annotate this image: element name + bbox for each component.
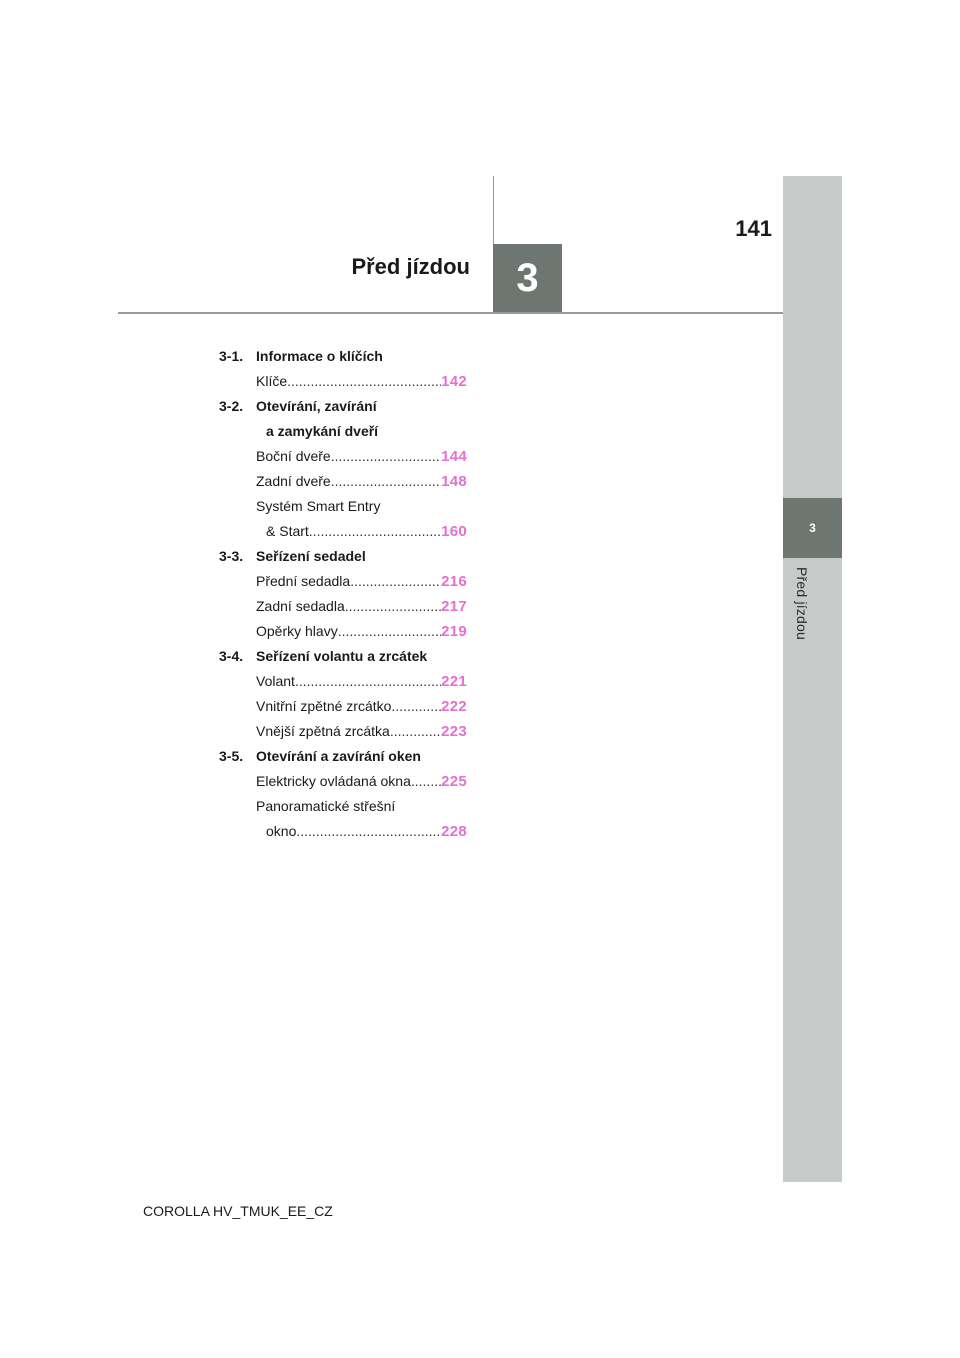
toc-entry-line1[interactable] [219, 796, 467, 821]
toc-entry[interactable] [256, 446, 467, 471]
entry-label: Elektricky ovládaná okna [256, 773, 411, 789]
leader-dots [391, 696, 441, 716]
section-heading [219, 646, 467, 671]
toc-entry[interactable] [256, 696, 467, 721]
table-of-contents [219, 346, 467, 846]
side-tab-number[interactable] [783, 498, 842, 558]
entry-label-line2: & Start [266, 523, 309, 539]
toc-entry[interactable] [256, 671, 467, 696]
section-number: 3-2. [219, 398, 244, 414]
section-title: Informace o klíčích [256, 348, 383, 364]
toc-entry[interactable] [256, 596, 467, 621]
side-tab-label: Před jízdou [794, 567, 810, 641]
section-heading [219, 546, 467, 571]
toc-entry[interactable] [256, 571, 467, 596]
entry-label: Vnější zpětná zrcátka [256, 723, 390, 739]
leader-dots [390, 721, 441, 741]
section-number: 3-4. [219, 648, 244, 664]
leader-dots [296, 821, 441, 841]
page-link[interactable]: 160 [441, 523, 467, 540]
section-title: Seřízení volantu a zrcátek [256, 648, 428, 664]
side-tab-number-text: 3 [809, 521, 816, 535]
entry-label: Zadní sedadla [256, 598, 345, 614]
leader-dots [411, 771, 441, 791]
section-heading [219, 746, 467, 771]
page-link[interactable]: 148 [441, 473, 467, 490]
page-link[interactable]: 223 [441, 723, 467, 740]
entry-label-line2: okno [266, 823, 297, 839]
section-number: 3-1. [219, 348, 244, 364]
page-link[interactable]: 225 [441, 773, 467, 790]
page-link[interactable]: 144 [441, 448, 467, 465]
chapter-number: 3 [516, 256, 539, 300]
section-title-line2: a zamykání dveří [266, 423, 379, 439]
toc-entry[interactable] [256, 721, 467, 746]
header-rule [118, 312, 783, 314]
entry-label: Zadní dveře [256, 473, 331, 489]
page-link[interactable]: 142 [441, 373, 467, 390]
section-title: Seřízení sedadel [256, 548, 366, 564]
section-heading [219, 346, 467, 371]
toc-entry-line1[interactable] [219, 496, 467, 521]
chapter-title: Před jízdou [351, 254, 470, 279]
leader-dots [331, 446, 441, 466]
page-link[interactable]: 228 [441, 823, 467, 840]
entry-label: Boční dveře [256, 448, 331, 464]
section-title-line1: Otevírání, zavírání [256, 398, 377, 414]
chapter-number-box [493, 244, 562, 313]
header-divider-vertical [493, 176, 494, 244]
entry-label: Opěrky hlavy [256, 623, 338, 639]
leader-dots [287, 371, 441, 391]
leader-dots [350, 571, 441, 591]
page-link[interactable]: 222 [441, 698, 467, 715]
section-number: 3-5. [219, 748, 244, 764]
entry-label-line1: Systém Smart Entry [256, 498, 381, 514]
section-title: Otevírání a zavírání oken [256, 748, 421, 764]
page-number: 141 [735, 216, 772, 241]
toc-entry[interactable] [266, 821, 467, 846]
toc-entry[interactable] [256, 471, 467, 496]
entry-label: Vnitřní zpětné zrcátko [256, 698, 392, 714]
leader-dots [345, 596, 441, 616]
entry-label-line1: Panoramatické střešní [256, 798, 396, 814]
leader-dots [309, 521, 441, 541]
leader-dots [295, 671, 441, 691]
entry-label: Volant [256, 673, 295, 689]
entry-label: Klíče [256, 373, 288, 389]
leader-dots [338, 621, 441, 641]
toc-entry[interactable] [256, 371, 467, 396]
entry-label: Přední sedadla [256, 573, 351, 589]
page-link[interactable]: 221 [441, 673, 467, 690]
page-link[interactable]: 219 [441, 623, 467, 640]
footer-model-code: COROLLA HV_TMUK_EE_CZ [143, 1203, 333, 1219]
toc-entry[interactable] [266, 521, 467, 546]
section-heading-continued [219, 421, 467, 446]
leader-dots [331, 471, 441, 491]
section-heading [219, 396, 467, 421]
toc-entry[interactable] [256, 771, 467, 796]
page-link[interactable]: 216 [441, 573, 467, 590]
page-link[interactable]: 217 [441, 598, 467, 615]
side-tab-bar [783, 176, 842, 1182]
section-number: 3-3. [219, 548, 244, 564]
toc-entry[interactable] [256, 621, 467, 646]
